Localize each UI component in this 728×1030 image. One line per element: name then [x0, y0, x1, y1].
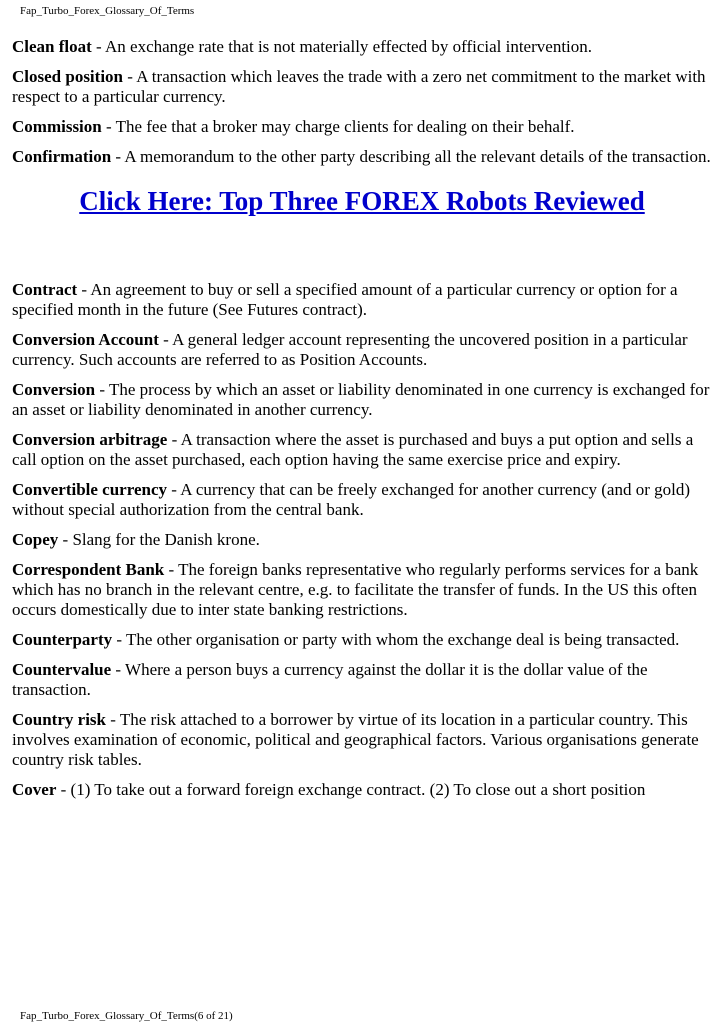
glossary-content — [12, 37, 712, 810]
glossary-term: Copey — [12, 530, 59, 549]
glossary-entry — [12, 37, 712, 57]
glossary-entry — [12, 430, 712, 470]
glossary-term: Countervalue — [12, 660, 112, 679]
glossary-term: Commission — [12, 117, 102, 136]
glossary-entry — [12, 380, 712, 420]
glossary-definition: - (1) To take out a forward foreign exchange contract. (2) To close out a short position — [56, 780, 646, 799]
glossary-entry — [12, 560, 712, 620]
glossary-term: Conversion arbitrage — [12, 430, 168, 449]
glossary-definition: - A currency that can be freely exchanged for another currency (and or gold) without special authorization from the central bank. — [12, 480, 690, 519]
glossary-term: Clean float — [12, 37, 92, 56]
promo-link[interactable]: Click Here: Top Three FOREX Robots Reviewed — [79, 186, 645, 216]
glossary-definition: - The other organisation or party with whom the exchange deal is being transacted. — [112, 630, 680, 649]
glossary-entry — [12, 280, 712, 320]
glossary-term: Confirmation — [12, 147, 112, 166]
glossary-term: Conversion — [12, 380, 96, 399]
glossary-term: Convertible currency — [12, 480, 168, 499]
glossary-definition: - A memorandum to the other party describing all the relevant details of the transaction. — [111, 147, 711, 166]
glossary-entry — [12, 530, 712, 550]
glossary-term: Closed position — [12, 67, 123, 86]
page-header: Fap_Turbo_Forex_Glossary_Of_Terms — [20, 5, 195, 17]
glossary-term: Correspondent Bank — [12, 560, 165, 579]
glossary-definition: - A transaction where the asset is purchased and buys a put option and sells a call option on the asset purchased, each option having the same exercise price and expiry. — [12, 430, 694, 469]
glossary-definition: - An agreement to buy or sell a specified amount of a particular currency or option for a specified month in the future (See Futures contract). — [12, 280, 678, 319]
glossary-definition: - Where a person buys a currency against the dollar it is the dollar value of the transaction. — [12, 660, 648, 699]
glossary-term: Conversion Account — [12, 330, 159, 349]
glossary-definition: - The foreign banks representative who regularly performs services for a bank which has no branch in the relevant centre, e.g. to facilitate the transfer of funds. In the US this often occurs domestically due to inter state banking restrictions. — [12, 560, 699, 619]
glossary-entry — [12, 67, 712, 107]
glossary-definition: - The process by which an asset or liability denominated in one currency is exchanged for an asset or liability denominated in another currency. — [12, 380, 710, 419]
glossary-term: Contract — [12, 280, 78, 299]
glossary-entry — [12, 480, 712, 520]
glossary-entry — [12, 330, 712, 370]
glossary-definition: - A general ledger account representing the uncovered position in a particular currency. Such accounts are referred to as Position Accounts. — [12, 330, 688, 369]
glossary-definition: - An exchange rate that is not materially effected by official intervention. — [91, 37, 593, 56]
glossary-entry — [12, 147, 712, 167]
glossary-entry — [12, 780, 712, 800]
glossary-entry — [12, 630, 712, 650]
glossary-definition: - A transaction which leaves the trade with a zero net commitment to the market with respect to a particular currency. — [12, 67, 706, 106]
glossary-entry — [12, 117, 712, 137]
glossary-term: Country risk — [12, 710, 106, 729]
page-footer: Fap_Turbo_Forex_Glossary_Of_Terms(6 of 21) — [20, 1010, 233, 1022]
glossary-term: Counterparty — [12, 630, 113, 649]
glossary-entry — [12, 660, 712, 700]
glossary-definition: - The risk attached to a borrower by virtue of its location in a particular country. This involves examination of economic, political and geographical factors. Various organisations generate country risk tables. — [12, 710, 699, 769]
glossary-entry — [12, 710, 712, 770]
promo-banner — [12, 185, 712, 222]
glossary-definition: - Slang for the Danish krone. — [58, 530, 260, 549]
glossary-term: Cover — [12, 780, 57, 799]
glossary-definition: - The fee that a broker may charge clients for dealing on their behalf. — [101, 117, 575, 136]
